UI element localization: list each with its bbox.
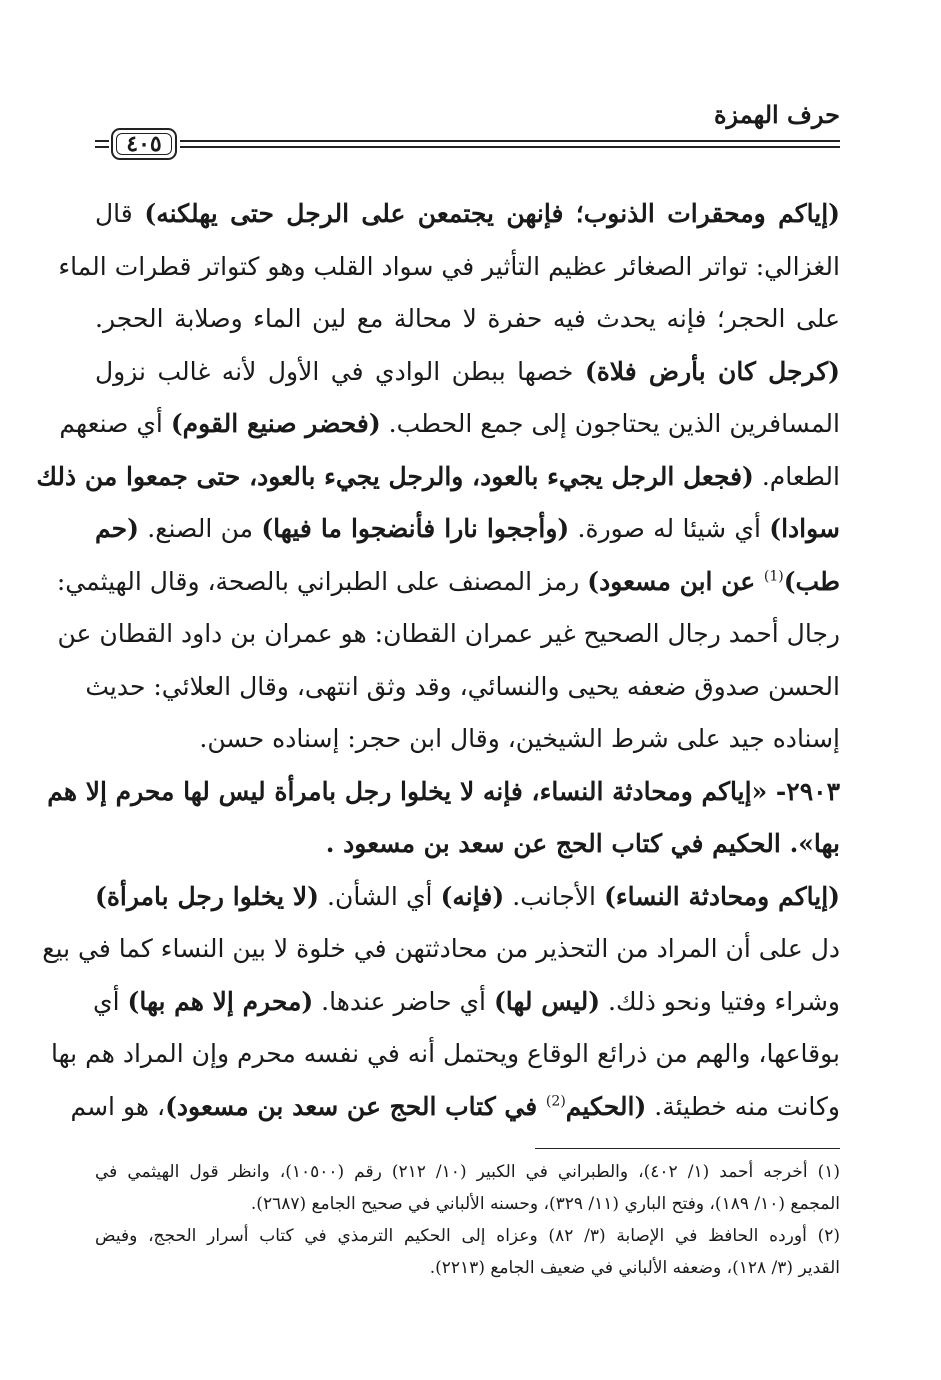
text-line <box>95 346 840 399</box>
text-line <box>59 398 840 451</box>
bold-segment: (إياكم ومحقرات الذنوب؛ فإنهن يجتمعن على الرجل حتى يهلكنه) <box>144 199 841 228</box>
text-segment: الأجانب. <box>504 881 605 911</box>
text-segment: على الحجر؛ فإنه يحدث فيه حفرة لا محالة مع لين الماء وصلابة الحجر. <box>95 304 840 333</box>
text-segment: إسناده جيد على شرط الشيخين، وقال ابن حجر: إسناده حسن. <box>199 724 840 753</box>
bold-segment: (فجعل الرجل يجيء بالعود، والرجل يجيء بالعود، حتى جمعوا من ذلك <box>36 461 754 491</box>
bold-segment: (الحكيم <box>565 1091 647 1121</box>
text-line <box>95 976 840 1029</box>
text-segment: رمز المصنف على الطبراني بالصحة، وقال الهيثمي: <box>56 566 588 596</box>
text-segment: أي صنعهم <box>59 409 171 438</box>
footnote-ref: (2) <box>545 1093 566 1110</box>
text-segment: الحسن صدوق ضعفه يحيى والنسائي، وقد وثق انتهى، وقال العلائي: حديث <box>85 671 840 701</box>
text-segment: قال <box>95 199 145 228</box>
text-segment: خصها ببطن الوادي في الأول لأنه غالب نزول <box>95 356 585 386</box>
text-segment: ، هو اسم <box>70 1091 166 1121</box>
chapter-title: حرف الهمزة <box>713 100 840 129</box>
bold-segment: طب) <box>783 566 840 596</box>
text-line <box>47 766 840 819</box>
bold-segment: (إياكم ومحادثة النساء) <box>604 881 840 911</box>
text-segment: المسافرين الذين يحتاجون إلى جمع الحطب. <box>380 409 840 438</box>
footnotes <box>95 1156 840 1284</box>
text-line <box>57 608 840 661</box>
footnote-line: (٢) أورده الحافظ في الإصابة (٣/ ٨٢) وعزاه إلى الحكيم الترمذي في كتاب أسرار الحجج، وفيض <box>95 1226 840 1246</box>
footnote-line: القدير (٣/ ١٢٨)، وضعفه الألباني في ضعيف الجامع (٢٢١٣). <box>429 1258 840 1278</box>
text-line <box>70 1081 840 1134</box>
bold-segment: (وأججوا نارا فأنضجوا ما فيها) <box>261 514 570 543</box>
text-segment: الطعام. <box>753 461 840 491</box>
bold-segment: عن ابن مسعود) <box>587 566 764 596</box>
text-segment: دل على أن المراد من التحذير من محادثتهن في خلوة لا بين النساء كما في بيع <box>42 934 840 963</box>
text-line <box>95 503 840 556</box>
text-line <box>95 188 840 241</box>
text-segment: بوقاعها، والهم من ذرائع الوقاع ويحتمل أنه في نفسه محرم وإن المراد هم بها <box>51 1039 840 1068</box>
text-segment: وكانت منه خطيئة. <box>646 1091 840 1121</box>
bold-segment: ٢٩٠٣- «إياكم ومحادثة النساء، فإنه لا يخلوا رجل بامرأة ليس لها محرم إلا هم <box>47 776 840 806</box>
text-segment: الغزالي: تواتر الصغائر عظيم التأثير في سواد القلب وهو كتواتر قطرات الماء <box>58 251 840 281</box>
text-line <box>95 293 840 346</box>
text-line <box>95 818 840 871</box>
text-line <box>85 661 840 714</box>
bold-segment: (كرجل كان بأرض فلاة) <box>584 356 840 386</box>
text-line <box>95 871 840 924</box>
text-line <box>58 241 840 294</box>
text-segment: رجال أحمد رجال الصحيح غير عمران القطان: هو عمران بن داود القطان عن <box>57 619 840 648</box>
text-segment: أي الشأن. <box>318 881 441 911</box>
page-number: ٤٠٥ <box>126 131 162 157</box>
bold-segment: (لا يخلوا رجل بامرأة) <box>95 881 319 911</box>
header-rule <box>180 146 840 148</box>
header-rule-end <box>95 146 109 148</box>
text-line <box>51 1028 840 1081</box>
text-segment: من الصنع. <box>138 514 262 543</box>
bold-segment: (فحضر صنيع القوم) <box>170 409 381 438</box>
page-header <box>95 100 840 180</box>
bold-segment: في كتاب الحج عن سعد بن مسعود) <box>165 1091 546 1121</box>
bold-segment: (محرم إلا هم بها) <box>127 986 314 1016</box>
text-segment: أي <box>93 986 128 1016</box>
text-line <box>56 556 840 609</box>
header-rule <box>180 140 840 142</box>
text-segment: أي شيئا له صورة. <box>569 514 770 543</box>
footnote-line: المجمع (١٠/ ١٨٩)، وفتح الباري (١١/ ٣٢٩)، وحسنه الألباني في صحيح الجامع (٢٦٨٧). <box>250 1194 840 1214</box>
text-line <box>42 923 840 976</box>
footnote-line: (١) أخرجه أحمد (١/ ٤٠٢)، والطبراني في الكبير (١٠/ ٢١٢) رقم (١٠٥٠٠)، وانظر قول الهيثمي في <box>95 1162 840 1182</box>
bold-segment: (حم <box>95 514 139 543</box>
text-segment: أي حاضر عندها. <box>313 986 494 1016</box>
main-text <box>36 188 841 1133</box>
text-line <box>36 451 840 504</box>
header-rule-end <box>95 140 109 142</box>
bold-segment: (فإنه) <box>440 881 505 911</box>
bold-segment: سوادا) <box>769 514 840 543</box>
bold-segment: بها». الحكيم في كتاب الحج عن سعد بن مسعود . <box>325 829 840 858</box>
footnote-ref: (1) <box>763 568 784 585</box>
text-segment: وشراء وفتيا ونحو ذلك. <box>600 986 840 1016</box>
bold-segment: (ليس لها) <box>493 986 601 1016</box>
text-line <box>95 713 840 766</box>
footnote-separator <box>535 1148 840 1149</box>
page-number-badge <box>111 128 177 160</box>
